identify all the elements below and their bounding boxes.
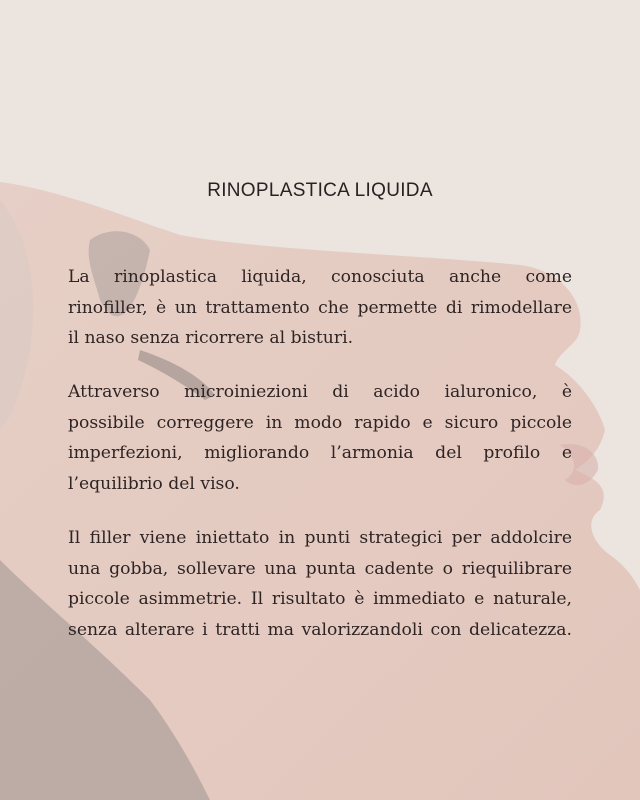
text-line: una gobba, sollevare una punta cadente o riequilibrare: [68, 558, 572, 579]
paragraph-2: [68, 377, 572, 500]
text-line: Il filler viene iniettato in punti strategici per addolcire: [68, 527, 572, 548]
body-text: [68, 262, 572, 669]
text-line: il naso senza ricorrere al bisturi.: [68, 328, 354, 349]
text-line: Attraverso microiniezioni di acido ialuronico, è: [68, 382, 572, 403]
text-line: La rinoplastica liquida, conosciuta anche come: [68, 267, 572, 287]
text-line: piccole asimmetrie. Il risultato è immediato e naturale,: [68, 589, 572, 610]
text-line: imperfezioni, migliorando l’armonia del profilo e: [68, 443, 572, 464]
text-line: l’equilibrio del viso.: [68, 474, 240, 495]
text-line: senza alterare i tratti ma valorizzandoli con delicatezza.: [68, 619, 572, 640]
paragraph-3: [68, 523, 572, 646]
text-line: possibile correggere in modo rapido e sicuro piccole: [68, 412, 572, 433]
page-title: RINOPLASTICA LIQUIDA: [207, 180, 433, 201]
paragraph-1: [68, 262, 572, 354]
text-line: rinofiller, è un trattamento che permette di rimodellare: [68, 297, 572, 318]
